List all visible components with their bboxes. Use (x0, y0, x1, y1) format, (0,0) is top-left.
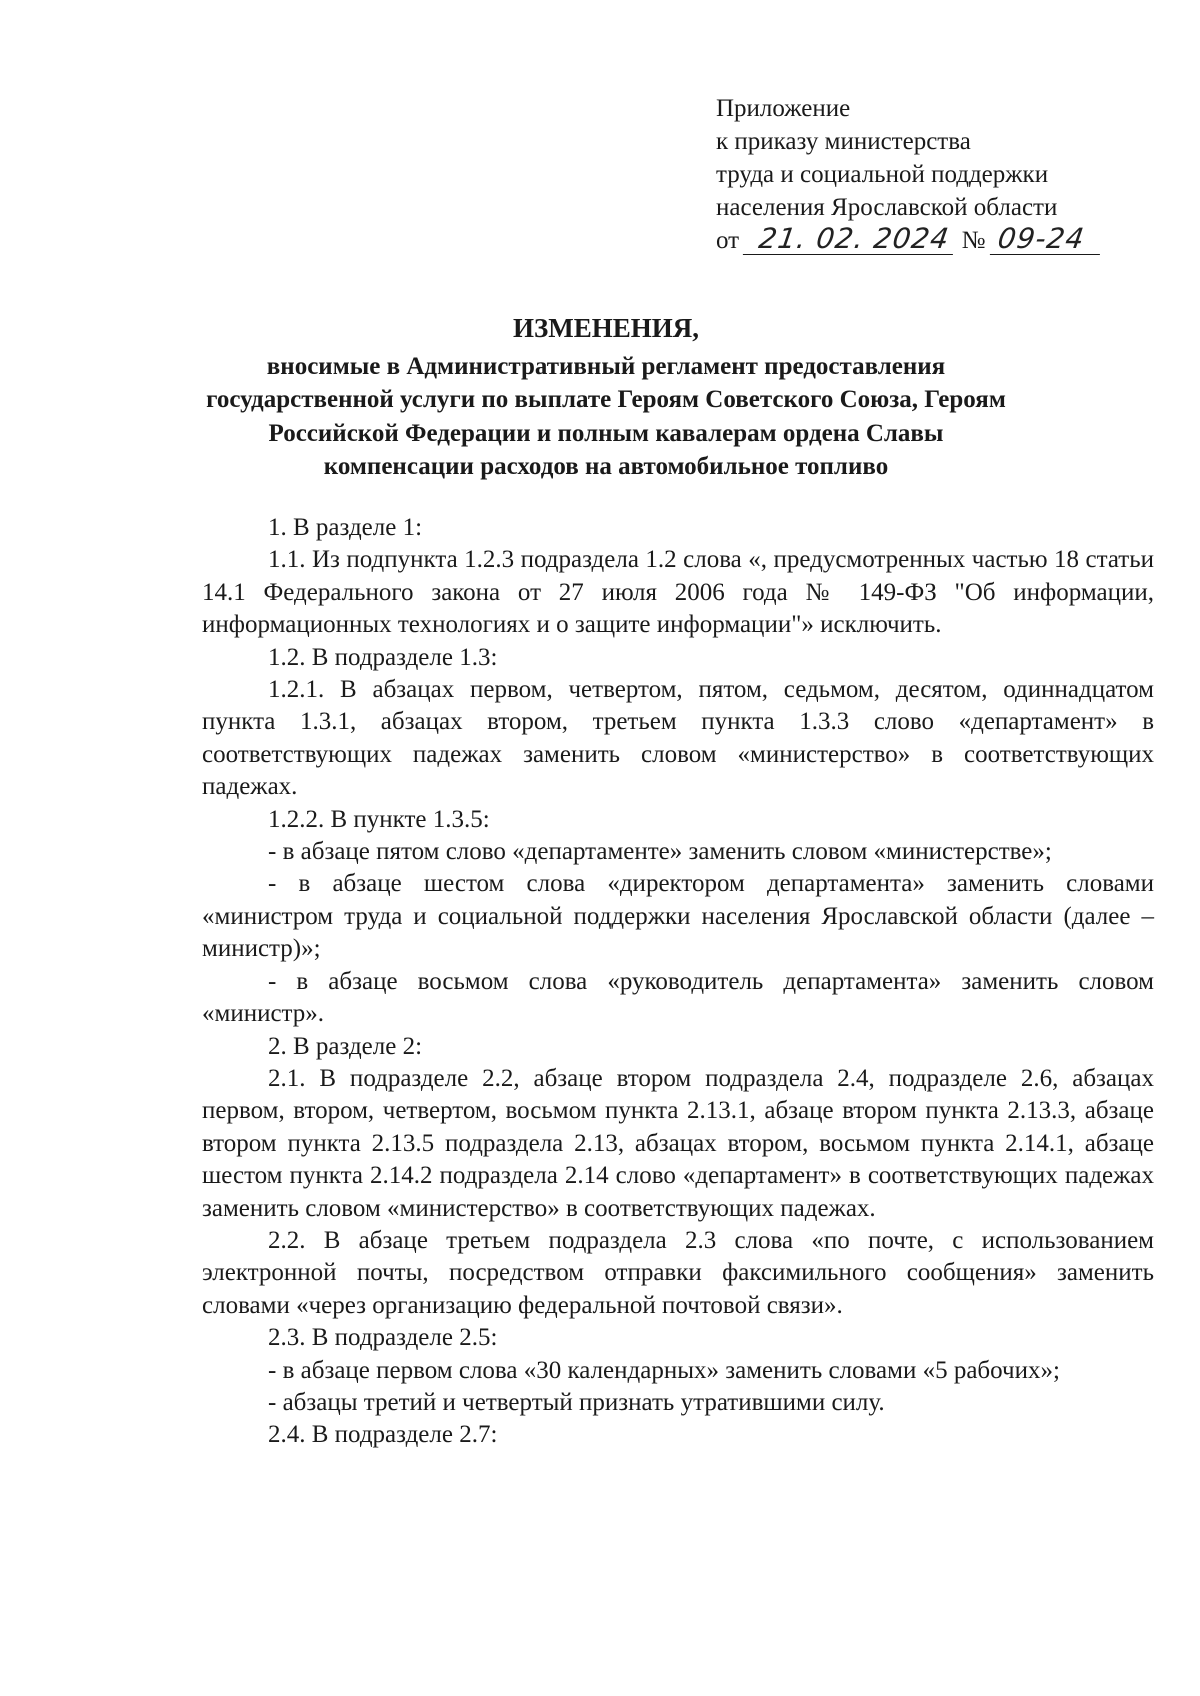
title-subtitle: вносимые в Административный регламент предоставления государственной услуги по выплате Героям Советского Союза, Героям Российской Федерации и полным кавалерам ордена Славы компенсации расходов на автомобильное топливо (206, 352, 1006, 480)
paragraph: 2.2. В абзаце третьем подраздела 2.3 слова «по почте, с использованием электронной почты, посредством отправки факсимильного сообщения» заменить словами «через организацию федеральной почтовой связи». (202, 1226, 1154, 1319)
handwritten-date: 21. 02. 2024 (743, 224, 957, 255)
handwritten-number: 09-24 (990, 224, 1104, 255)
paragraph: 1.2.2. В пункте 1.3.5: (268, 805, 490, 833)
paragraph: 2.3. В подразделе 2.5: (268, 1324, 498, 1352)
appendix-line-2: к приказу министерства (716, 128, 971, 155)
from-label: от (716, 227, 740, 254)
paragraph: 2.1. В подразделе 2.2, абзаце втором подраздела 2.4, подразделе 2.6, абзацах первом, втором, четвертом, восьмом пункта 2.13.1, абзаце втором пункта 2.13.3, абзаце втором пункта 2.13.5 подраздела 2.13, абзацах втором, восьмом пункта 2.14.1, абзаце шестом пункта 2.14.2 подраздела 2.14 слово «департамент» в соответствующих падежах заменить словом «министерство» в соответствующих падежах. (202, 1064, 1154, 1222)
appendix-line-1: Приложение (716, 95, 851, 122)
appendix-line-3: труда и социальной поддержки (716, 161, 1049, 188)
appendix-line-4: населения Ярославской области (716, 194, 1058, 221)
appendix-date-line (716, 224, 1156, 257)
paragraph: - в абзаце восьмом слова «руководитель департамента» заменить словом «министр». (202, 967, 1154, 1028)
paragraph: 1. В разделе 1: (268, 514, 423, 541)
title-main: ИЗМЕНЕНИЯ, (512, 313, 699, 343)
paragraph: - в абзаце пятом слово «департаменте» заменить словом «министерстве»; (268, 838, 1052, 866)
paragraph: 1.2. В подразделе 1.3: (268, 643, 498, 671)
paragraph: 1.2.1. В абзацах первом, четвертом, пятом, седьмом, десятом, одиннадцатом пункта 1.3.1, абзацах втором, третьем пункта 1.3.3 слово «департамент» в соответствующих падежах заменить словом «министерство» в соответствующих падежах. (202, 676, 1154, 801)
document-title (196, 312, 1016, 484)
paragraph: 1.1. Из подпункта 1.2.3 подраздела 1.2 слова «, предусмотренных частью 18 статьи 14.1 Федерального закона от 27 июля 2006 года № 149-ФЗ "Об информации, информационных технологиях и о защите информации"» исключить. (202, 546, 1154, 639)
paragraph: - абзацы третий и четвертый признать утратившими силу. (268, 1388, 885, 1416)
paragraph: - в абзаце первом слова «30 календарных» заменить словами «5 рабочих»; (268, 1356, 1060, 1384)
appendix-header (716, 92, 1156, 257)
paragraph: 2. В разделе 2: (268, 1032, 423, 1060)
paragraph: - в абзаце шестом слова «директором департамента» заменить словами «министром труда и социальной поддержки населения Ярославской области (далее – министр)»; (202, 870, 1154, 963)
document-body (202, 512, 1154, 1452)
paragraph: 2.4. В подразделе 2.7: (268, 1421, 498, 1449)
number-label: № (961, 227, 986, 254)
